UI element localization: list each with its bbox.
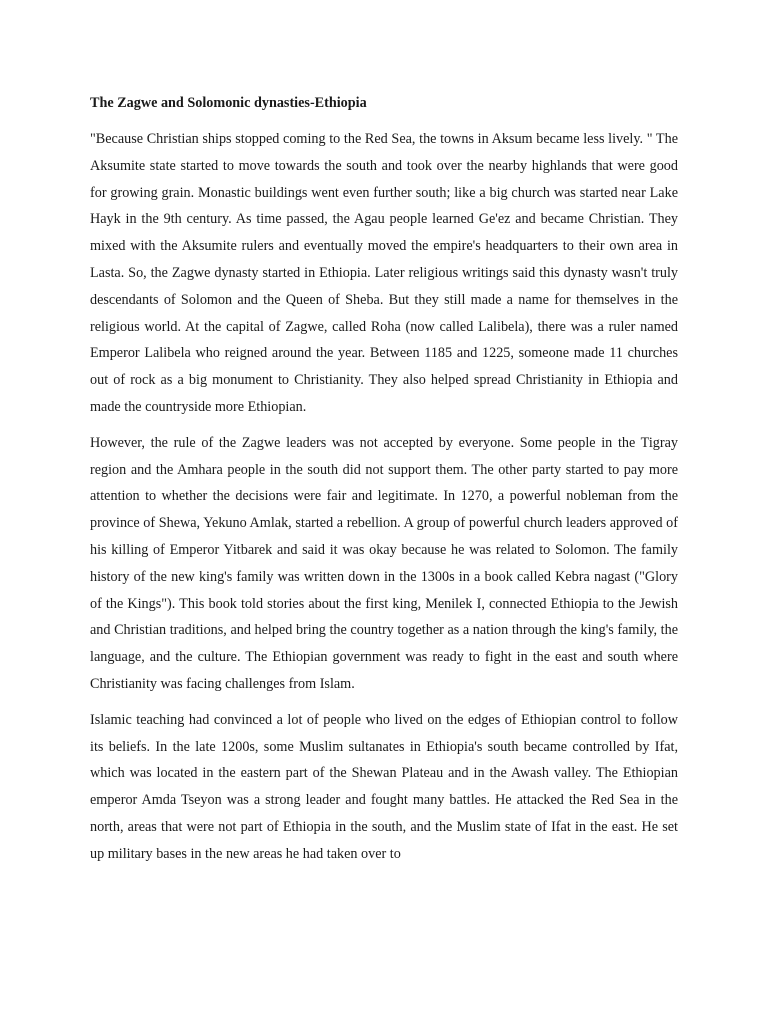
document-page — [90, 93, 678, 877]
paragraph-solomonic-rebellion: However, the rule of the Zagwe leaders was not accepted by everyone. Some people in the Tigray region and the Amhara people in the south did not support them. The other party started to pay more attention to whether the decisions were fair and legitimate. In 1270, a powerful nobleman from the province of Shewa, Yekuno Amlak, started a rebellion. A group of powerful church leaders approved of his killing of Emperor Yitbarek and said it was okay because he was related to Solomon. The family history of the new king's family was written down in the 1300s in a book called Kebra nagast ("Glory of the Kings"). This book told stories about the first king, Menilek I, connected Ethiopia to the Jewish and Christian traditions, and helped bring the country together as a nation through the king's family, the language, and the culture. The Ethiopian government was ready to fight in the east and south where Christianity was facing challenges from Islam. — [90, 434, 678, 692]
paragraph-zagwe-dynasty: "Because Christian ships stopped coming to the Red Sea, the towns in Aksum became less lively. " The Aksumite state started to move towards the south and took over the nearby highlands that were good for growing grain. Monastic buildings went even further south; like a big church was started near Lake Hayk in the 9th century. As time passed, the Agau people learned Ge'ez and became Christian. They mixed with the Aksumite rulers and eventually moved the empire's headquarters to their own area in Lasta. So, the Zagwe dynasty started in Ethiopia. Later religious writings said this dynasty wasn't truly descendants of Solomon and the Queen of Sheba. But they still made a name for themselves in the religious world. At the capital of Zagwe, called Roha (now called Lalibela), there was a ruler named Emperor Lalibela who reigned around the year. Between 1185 and 1225, someone made 11 churches out of rock as a big monument to Christianity. They also helped spread Christianity in Ethiopia and made the countryside more Ethiopian. — [90, 131, 678, 415]
document-title: The Zagwe and Solomonic dynasties-Ethiopia — [90, 95, 367, 111]
paragraph-islam-expansion: Islamic teaching had convinced a lot of people who lived on the edges of Ethiopian control to follow its beliefs. In the late 1200s, some Muslim sultanates in Ethiopia's south became controlled by Ifat, which was located in the eastern part of the Shewan Plateau and in the Awash valley. The Ethiopian emperor Amda Tseyon was a strong leader and fought many battles. He attacked the Red Sea in the north, areas that were not part of Ethiopia in the south, and the Muslim state of Ifat in the east. He set up military bases in the new areas he had taken over to — [90, 711, 678, 862]
